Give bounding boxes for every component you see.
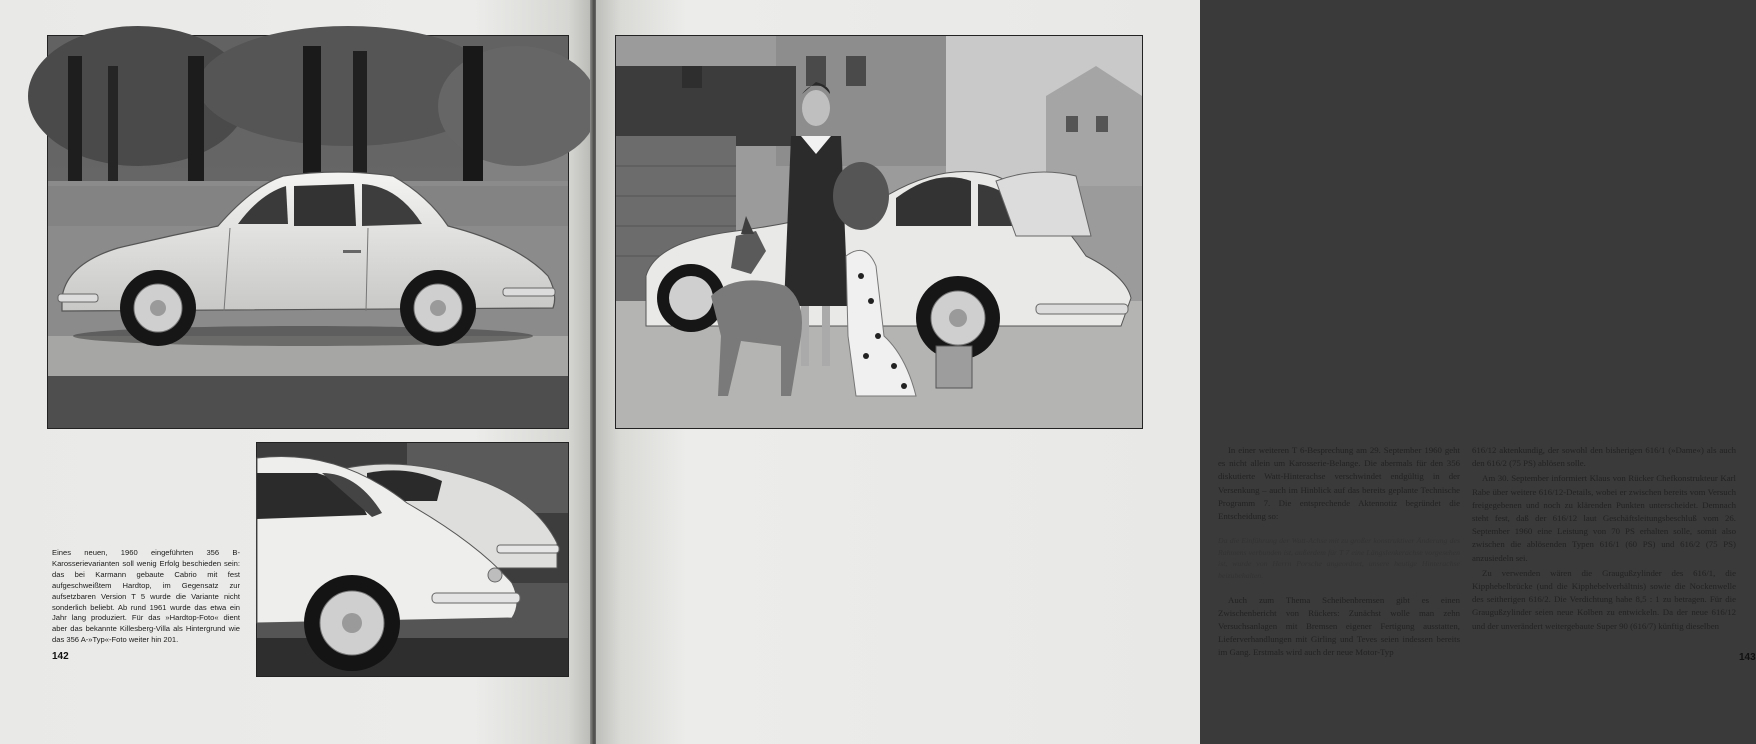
photo-coupe-side-view [47,35,569,429]
photo-woman-with-dogs [615,35,1143,429]
paragraph: 616/12 aktenkundig, der sowohl den bisherigen 616/1 (»Dame«) als auch den 616/2 (75 PS) ablösen solle. [1472,445,1736,469]
left-page [0,0,592,744]
block-quote: Da die Einführung der Watt-Achse mit zu großer konstruktiver Änderung des Rahmens verbunden ist, außerdem für T 7 eine Längslenkerachse vorgesehen ist, wurde von Herrn Porsche angeordnet, unsere heutige Hinterachse beizubehalten. [1218,536,1460,580]
text-column-2 [1472,444,1736,635]
page-number-left: 142 [52,651,69,662]
paragraph: Zu verwenden wären die Graugußzylinder des 616/1, die Kipphebelbrücke (und die Kipphebelverhältnis) sowie die Nockenwelle des seitherigen 616/2. Die Verdichtung habe 8,5 : 1 zu betragen. Für die Graugußzylinder seien neue Kolben zu entwickeln. Da der neue 616/12 und der unverändert weitergebaute Super 90 (616/7) künftig dieselben [1472,567,1736,631]
page-number-right: 143 [1739,652,1756,663]
photo-caption: Eines neuen, 1960 eingeführten 356 B-Karosserievarianten soll wenig Erfolg beschieden sein: das bei Karmann gebaute Cabrio mit fest aufgeschweißtem Hardtop, im Gegensatz zur aufsetzbaren Version T 5 wurde die Variante nicht sonderlich beliebt. Ab rund 1961 wurde das etwa ein Jahr lang produziert. Für das »Hardtop-Foto« dient aber das bekannte Killesberg-Villa als Hintergrund wie das 356 A-»Typ«-Foto weiter hin 201. [52,548,240,645]
text-column-1 [1218,444,1460,662]
right-page [596,0,1756,744]
photo-two-cars-front [256,442,569,677]
paragraph: Auch zum Thema Scheibenbremsen gibt es einen Zwischenbericht von Rückers: Zunächst wolle man zehn Versuchsanlagen mit Bremsen eigener Fertigung ausstatten, Lieferverhandlungen mit Girling und Teves seien indessen bereits im Gang. Erstmals wird auch der neue Motor-Typ [1218,594,1460,658]
paragraph: In einer weiteren T 6-Besprechung am 29. September 1960 geht es nicht allein um Karosserie-Belange. Die abermals für den 356 diskutierte Watt-Hinterachse verschwindet endgültig in der Versenkung – auch im Hinblick auf das bereits geplante Technische Programm 7. Die entsprechende Aktennotiz begründet die Entscheidung so: [1218,445,1460,522]
paragraph: Am 30. September informiert Klaus von Rücker Chefkonstrukteur Karl Rabe über weitere 616/12-Details, wobei er zwischen bereits vom Versuch freigegebenen und noch zu klärenden Punkten unterscheidet. Demnach steht fest, daß der 616/12 laut Geschäftsleitungsbeschluß vom 26. September 1960 eine Leistung von 70 PS erhalten solle, somit also zwischen die ablösenden Typen 616/1 (60 PS) und 616/2 (75 PS) anzusiedeln sei. [1472,473,1736,563]
